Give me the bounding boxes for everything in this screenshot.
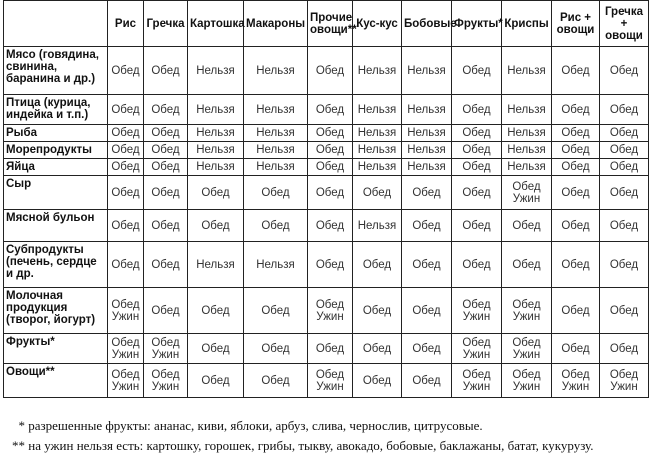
table-cell: Нельзя — [402, 95, 452, 125]
table-cell: Обед — [188, 288, 244, 334]
col-header-buckwheat: Гречка — [144, 1, 188, 47]
table-cell: Нельзя — [353, 95, 402, 125]
table-cell: Обед — [144, 159, 188, 176]
footnote-text: на ужин нельзя есть: картошку, горошек, грибы, тыкву, авокадо, бобовые, баклажаны, батат, кукурузу. — [28, 438, 594, 453]
table-cell: Обед — [402, 288, 452, 334]
table-cell: Обед — [188, 176, 244, 210]
table-cell: Обед — [452, 159, 502, 176]
table-row — [4, 210, 649, 242]
table-row — [4, 176, 649, 210]
table-cell: Обед — [308, 95, 353, 125]
table-cell: Обед — [452, 142, 502, 159]
table-cell: Нельзя — [188, 242, 244, 288]
footnote-2 — [3, 436, 648, 456]
table-cell: Нельзя — [502, 159, 552, 176]
table-cell: Нельзя — [244, 95, 308, 125]
table-cell: Обед — [402, 364, 452, 398]
table-cell: Нельзя — [188, 47, 244, 95]
table-cell: Обед — [600, 242, 649, 288]
table-cell: Обед — [353, 334, 402, 364]
table-cell: Обед Ужин — [502, 176, 552, 210]
row-header: Морепродукты — [4, 142, 108, 159]
table-row — [4, 95, 649, 125]
col-header-other-vegetables: Прочие овощи** — [308, 1, 353, 47]
table-cell: Нельзя — [502, 125, 552, 142]
table-cell: Обед — [188, 334, 244, 364]
table-cell: Обед — [108, 95, 144, 125]
table-cell: Обед — [188, 210, 244, 242]
table-cell: Обед Ужин — [108, 288, 144, 334]
table-cell: Обед — [108, 125, 144, 142]
table-cell: Обед — [308, 159, 353, 176]
col-header-crisps: Криспы — [502, 1, 552, 47]
row-header: Овощи** — [4, 364, 108, 398]
table-cell: Обед — [308, 142, 353, 159]
footnote-mark: * — [18, 418, 25, 433]
table-cell: Обед Ужин — [144, 334, 188, 364]
table-row — [4, 142, 649, 159]
table-cell: Обед — [144, 242, 188, 288]
table-cell: Обед — [552, 125, 600, 142]
table-cell: Обед — [144, 210, 188, 242]
table-cell: Нельзя — [244, 47, 308, 95]
table-cell: Нельзя — [502, 95, 552, 125]
table-cell: Обед — [244, 334, 308, 364]
table-cell: Обед — [144, 47, 188, 95]
table-cell: Обед — [552, 47, 600, 95]
row-header: Молочная продукция (творог, йогурт) — [4, 288, 108, 334]
table-cell: Обед — [402, 242, 452, 288]
row-header: Птица (курица, индейка и т.п.) — [4, 95, 108, 125]
table-row — [4, 364, 649, 398]
table-cell: Обед — [600, 159, 649, 176]
header-corner — [4, 1, 108, 47]
table-cell: Обед — [308, 242, 353, 288]
table-row — [4, 47, 649, 95]
col-header-rice: Рис — [108, 1, 144, 47]
col-header-couscous: Кус-кус — [353, 1, 402, 47]
table-cell: Обед — [402, 210, 452, 242]
table-cell: Обед — [244, 210, 308, 242]
row-header: Мясной бульон — [4, 210, 108, 242]
table-cell: Нельзя — [188, 125, 244, 142]
table-cell: Нельзя — [353, 125, 402, 142]
table-cell: Обед — [452, 176, 502, 210]
table-cell: Обед — [600, 95, 649, 125]
table-cell: Обед — [308, 210, 353, 242]
table-row — [4, 334, 649, 364]
table-row — [4, 159, 649, 176]
table-cell: Обед — [188, 364, 244, 398]
table-cell: Обед — [308, 176, 353, 210]
table-cell: Нельзя — [502, 142, 552, 159]
table-cell: Обед — [452, 125, 502, 142]
col-header-fruits: Фрукты* — [452, 1, 502, 47]
table-cell: Обед — [600, 47, 649, 95]
table-cell: Обед Ужин — [452, 334, 502, 364]
table-cell: Обед — [600, 210, 649, 242]
table-cell: Нельзя — [502, 47, 552, 95]
table-cell: Обед — [552, 176, 600, 210]
table-cell: Нельзя — [244, 125, 308, 142]
col-header-rice-vegetables: Рис + овощи — [552, 1, 600, 47]
table-cell: Обед Ужин — [308, 364, 353, 398]
footnote-1 — [3, 416, 648, 436]
col-header-legumes: Бобовые — [402, 1, 452, 47]
table-cell: Обед — [552, 210, 600, 242]
table-cell: Обед Ужин — [108, 364, 144, 398]
table-cell: Обед — [452, 242, 502, 288]
table-cell: Обед — [308, 125, 353, 142]
header-row — [4, 1, 649, 47]
table-cell: Обед — [600, 334, 649, 364]
table-cell: Обед — [552, 242, 600, 288]
table-cell: Обед — [144, 95, 188, 125]
table-cell: Обед — [600, 142, 649, 159]
table-cell: Обед — [452, 47, 502, 95]
table-cell: Обед — [600, 125, 649, 142]
footnote-text: разрешенные фрукты: ананас, киви, яблоки, арбуз, слива, чернослив, цитрусовые. — [28, 418, 483, 433]
table-cell: Обед — [244, 364, 308, 398]
table-cell: Обед — [552, 95, 600, 125]
table-cell: Обед — [308, 47, 353, 95]
table-cell: Обед — [353, 176, 402, 210]
table-row — [4, 242, 649, 288]
table-cell: Нельзя — [402, 125, 452, 142]
table-cell: Обед Ужин — [502, 334, 552, 364]
table-cell: Обед — [402, 334, 452, 364]
table-cell: Обед — [502, 210, 552, 242]
food-compatibility-table — [3, 0, 649, 398]
table-cell: Нельзя — [188, 159, 244, 176]
table-cell: Обед — [353, 364, 402, 398]
food-compatibility-table-wrapper — [3, 0, 648, 398]
row-header: Субпродукты (печень, сердце и др. — [4, 242, 108, 288]
table-cell: Обед — [452, 210, 502, 242]
table-cell: Обед — [108, 242, 144, 288]
table-row — [4, 288, 649, 334]
table-cell: Обед — [552, 334, 600, 364]
table-cell: Обед — [144, 288, 188, 334]
footnotes — [3, 416, 648, 456]
table-cell: Обед — [600, 288, 649, 334]
row-header: Мясо (говядина, свинина, баранина и др.) — [4, 47, 108, 95]
table-cell: Обед — [308, 334, 353, 364]
table-cell: Обед — [108, 142, 144, 159]
table-cell: Обед — [144, 125, 188, 142]
row-header: Яйца — [4, 159, 108, 176]
table-cell: Обед — [108, 210, 144, 242]
row-header: Фрукты* — [4, 334, 108, 364]
table-cell: Обед Ужин — [108, 334, 144, 364]
col-header-buckwheat-vegetables: Гречка + овощи — [600, 1, 649, 47]
table-cell: Нельзя — [353, 142, 402, 159]
table-cell: Обед — [244, 288, 308, 334]
table-cell: Нельзя — [402, 159, 452, 176]
table-cell: Нельзя — [402, 142, 452, 159]
table-cell: Обед — [552, 159, 600, 176]
table-cell: Обед — [144, 176, 188, 210]
table-cell: Обед Ужин — [308, 288, 353, 334]
table-cell: Обед Ужин — [600, 364, 649, 398]
col-header-potato: Картошка — [188, 1, 244, 47]
table-cell: Обед — [600, 176, 649, 210]
table-cell: Обед — [353, 242, 402, 288]
table-cell: Нельзя — [244, 142, 308, 159]
table-cell: Нельзя — [244, 242, 308, 288]
col-header-pasta: Макароны — [244, 1, 308, 47]
table-cell: Нельзя — [188, 142, 244, 159]
table-cell: Обед Ужин — [452, 364, 502, 398]
table-row — [4, 125, 649, 142]
table-cell: Обед — [108, 176, 144, 210]
table-cell: Обед — [552, 288, 600, 334]
footnote-mark: ** — [12, 438, 25, 453]
table-cell: Обед — [144, 142, 188, 159]
table-cell: Нельзя — [353, 159, 402, 176]
table-cell: Нельзя — [402, 47, 452, 95]
table-cell: Обед — [353, 288, 402, 334]
table-cell: Обед — [402, 176, 452, 210]
table-cell: Нельзя — [244, 159, 308, 176]
table-cell: Обед — [452, 95, 502, 125]
table-cell: Обед Ужин — [502, 288, 552, 334]
table-cell: Обед Ужин — [452, 288, 502, 334]
table-cell: Обед — [552, 142, 600, 159]
table-cell: Обед Ужин — [502, 364, 552, 398]
table-cell: Обед Ужин — [144, 364, 188, 398]
table-cell: Обед Ужин — [552, 364, 600, 398]
row-header: Сыр — [4, 176, 108, 210]
table-cell: Обед — [108, 47, 144, 95]
table-cell: Обед — [108, 159, 144, 176]
table-cell: Нельзя — [353, 47, 402, 95]
table-cell: Нельзя — [188, 95, 244, 125]
row-header: Рыба — [4, 125, 108, 142]
table-cell: Обед — [244, 176, 308, 210]
table-cell: Нельзя — [353, 210, 402, 242]
table-cell: Обед — [502, 242, 552, 288]
